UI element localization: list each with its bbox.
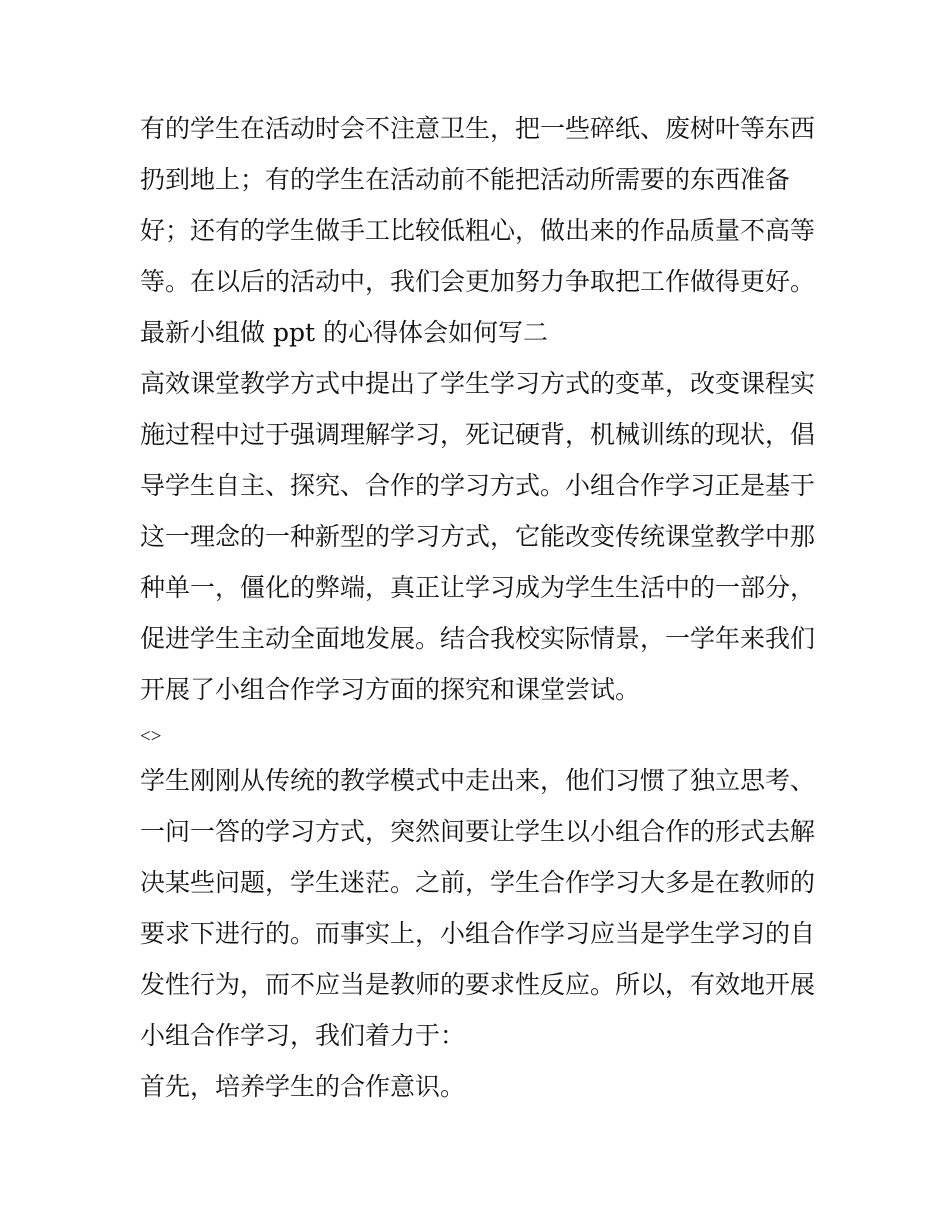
section-heading: 最新小组做 ppt 的心得体会如何写二 <box>140 318 548 347</box>
paragraph-line: 好；还有的学生做手工比较低粗心，做出来的作品质量不高等 <box>140 216 816 245</box>
paragraph-line: 扔到地上；有的学生在活动前不能把活动所需要的东西准备 <box>140 165 791 194</box>
paragraph-line: 施过程中过于强调理解学习，死记硬背，机械训练的现状，倡 <box>140 420 816 449</box>
paragraph-line: 有的学生在活动时会不注意卫生，把一些碎纸、废树叶等东西 <box>140 114 816 143</box>
paragraph-line: 学生刚刚从传统的教学模式中走出来，他们习惯了独立思考、 <box>140 766 816 795</box>
paragraph-line: 促进学生主动全面地发展。结合我校实际情景，一学年来我们 <box>140 624 816 653</box>
paragraph-line: 种单一，僵化的弊端，真正让学习成为学生生活中的一部分， <box>140 573 816 602</box>
paragraph-line: 决某些问题，学生迷茫。之前，学生合作学习大多是在教师的 <box>140 868 816 897</box>
paragraph-line: 发性行为，而不应当是教师的要求性反应。所以，有效地开展 <box>140 970 816 999</box>
paragraph-line: 要求下进行的。而事实上，小组合作学习应当是学生学习的自 <box>140 919 816 948</box>
paragraph-line: 高效课堂教学方式中提出了学生学习方式的变革，改变课程实 <box>140 369 816 398</box>
section-marker: <> <box>140 726 162 747</box>
paragraph-line: 开展了小组合作学习方面的探究和课堂尝试。 <box>140 675 641 704</box>
paragraph-line: 导学生自主、探究、合作的学习方式。小组合作学习正是基于 <box>140 471 816 500</box>
paragraph-line: 一问一答的学习方式，突然间要让学生以小组合作的形式去解 <box>140 817 816 846</box>
paragraph-line: 小组合作学习，我们着力于： <box>140 1021 466 1050</box>
paragraph-line: 首先，培养学生的合作意识。 <box>140 1072 466 1101</box>
paragraph-line: 等。在以后的活动中，我们会更加努力争取把工作做得更好。 <box>140 267 816 296</box>
paragraph-line: 这一理念的一种新型的学习方式，它能改变传统课堂教学中那 <box>140 522 816 551</box>
